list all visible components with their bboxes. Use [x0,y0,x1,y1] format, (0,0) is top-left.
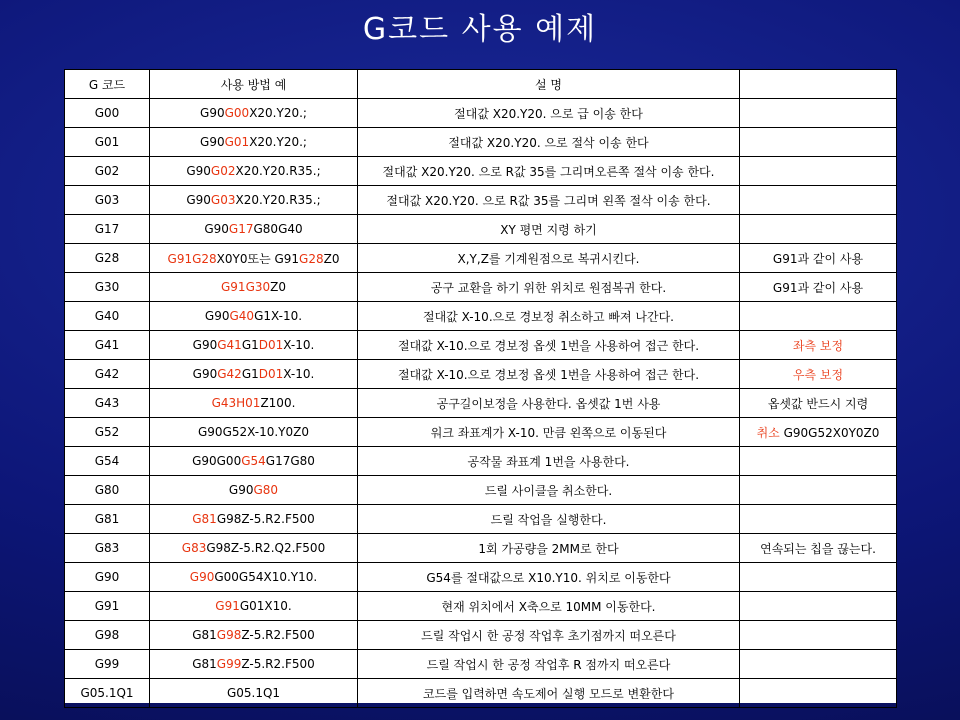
highlighted-code: 좌측 보정 [792,338,844,353]
highlighted-code: G83 [181,541,207,555]
note-cell [740,128,897,157]
description-cell: 절대값 X20.Y20. 으로 절삭 이송 한다 [358,128,740,157]
gcode-cell: G05.1Q1 [65,679,150,708]
code-text: G01X10. [239,599,292,613]
usage-example-cell [150,99,358,128]
highlighted-code: G42 [217,367,242,381]
description-cell: 드릴 작업시 한 공정 작업후 R 점까지 떠오른다 [358,650,740,679]
table-row [65,418,897,447]
note-cell [740,302,897,331]
code-text: G90 [186,164,211,178]
highlighted-code: 우측 보정 [792,367,844,382]
table-row [65,505,897,534]
highlighted-code: G99 [216,657,242,671]
table-row [65,186,897,215]
description-cell: 절대값 X20.Y20. 으로 R값 35를 그리며오른쪽 절삭 이송 한다. [358,157,740,186]
gcode-cell: G43 [65,389,150,418]
note-cell [740,679,897,708]
note-cell [740,157,897,186]
code-text: G90 [204,309,230,323]
gcode-table-container [64,69,896,703]
description-cell: 드릴 작업을 실행한다. [358,505,740,534]
usage-example-cell [150,418,358,447]
table-row [65,128,897,157]
code-text: G91과 같이 사용 [772,280,864,295]
description-cell: 워크 좌표계가 X-10. 만큼 왼쪽으로 이동된다 [358,418,740,447]
highlighted-code: G91G30 [221,280,271,294]
code-text: G90 [192,338,218,352]
usage-example-cell [150,563,358,592]
usage-example-cell [150,244,358,273]
code-text: G1 [241,367,259,381]
usage-example-cell [150,128,358,157]
description-cell: 1회 가공량을 2MM로 한다 [358,534,740,563]
description-cell: 드릴 사이클을 취소한다. [358,476,740,505]
code-text: G90 [186,193,211,207]
usage-example-cell [150,679,358,708]
code-text: G90G00 [192,454,242,468]
gcode-cell: G52 [65,418,150,447]
code-text: G90G52X-10.Y0Z0 [198,425,309,439]
usage-example-cell [150,302,358,331]
gcode-cell: G17 [65,215,150,244]
gcode-cell: G02 [65,157,150,186]
usage-example-cell [150,215,358,244]
code-text: X20.Y20.R35.; [235,193,321,207]
page-title: G코드 사용 예제 [362,12,598,47]
table-row [65,447,897,476]
highlighted-code: G41 [217,338,242,352]
note-cell [740,99,897,128]
description-cell: 공구길이보정을 사용한다. 옵셋값 1번 사용 [358,389,740,418]
note-cell [740,505,897,534]
note-cell [740,476,897,505]
highlighted-code: G90 [189,570,215,584]
code-text: G98Z-5.R2.Q2.F500 [206,541,326,555]
code-text: G05.1Q1 [226,686,281,700]
gcode-cell: G03 [65,186,150,215]
code-text: X20.Y20.R35.; [235,164,321,178]
code-text: G98Z-5.R2.F500 [216,512,315,526]
note-cell [740,621,897,650]
usage-example-cell [150,650,358,679]
note-cell [740,592,897,621]
code-text: Z-5.R2.F500 [241,628,315,642]
note-cell [740,389,897,418]
note-cell [740,360,897,389]
code-text: 연속되는 칩을 끊는다. [760,541,876,556]
gcode-cell: G30 [65,273,150,302]
highlighted-code: G91 [215,599,240,613]
table-row [65,389,897,418]
usage-example-cell [150,447,358,476]
code-text: Z0 [270,280,286,294]
highlighted-code: G40 [229,309,255,323]
gcode-cell: G98 [65,621,150,650]
description-cell: 절대값 X-10.으로 경보정 옵셋 1번을 사용하여 접근 한다. [358,360,740,389]
highlighted-code: G81 [192,512,217,526]
gcode-cell: G41 [65,331,150,360]
highlighted-code: G01 [224,135,250,149]
code-text: G1X-10. [254,309,303,323]
description-cell: 공구 교환을 하기 위한 위치로 원점복귀 한다. [358,273,740,302]
code-text: G90 [200,135,225,149]
usage-example-cell [150,621,358,650]
note-cell [740,563,897,592]
gcode-cell: G42 [65,360,150,389]
highlighted-code: G03 [210,193,236,207]
code-text: G81 [192,657,217,671]
gcode-cell: G81 [65,505,150,534]
highlighted-code: G17 [228,222,254,236]
code-text: G81 [192,628,217,642]
code-text: 옵셋값 반드시 지령 [767,396,869,411]
table-row [65,592,897,621]
highlighted-code: G28 [299,251,324,266]
note-cell [740,534,897,563]
highlighted-code: G43H01 [211,396,261,410]
code-text: X20.Y20.; [249,135,307,149]
usage-example-cell [150,273,358,302]
usage-example-cell [150,476,358,505]
description-cell: 절대값 X20.Y20. 으로 R값 35를 그리며 왼쪽 절삭 이송 한다. [358,186,740,215]
gcode-cell: G83 [65,534,150,563]
gcode-table [64,69,897,708]
description-cell: 드릴 작업시 한 공정 작업후 초기점까지 떠오른다 [358,621,740,650]
usage-example-cell [150,389,358,418]
code-text: X20.Y20.; [249,106,307,120]
code-text: G90 [192,367,218,381]
description-cell: X,Y,Z를 기계원점으로 복귀시킨다. [358,244,740,273]
usage-example-cell [150,505,358,534]
header-usage: 사용 방법 예 [150,70,358,99]
description-cell: 절대값 X20.Y20. 으로 급 이송 한다 [358,99,740,128]
gcode-cell: G99 [65,650,150,679]
code-text: G17G80 [265,454,315,468]
header-code: G 코드 [65,70,150,99]
gcode-cell: G54 [65,447,150,476]
table-row [65,302,897,331]
usage-example-cell [150,186,358,215]
description-cell: 절대값 X-10.으로 경보정 옵셋 1번을 사용하여 접근 한다. [358,331,740,360]
highlighted-code: D01 [258,338,284,352]
header-description: 설 명 [358,70,740,99]
usage-example-cell [150,331,358,360]
table-row [65,273,897,302]
note-cell [740,186,897,215]
code-text: G1 [241,338,259,352]
highlighted-code: G98 [216,628,242,642]
highlighted-code: G00 [224,106,250,120]
code-text: G90G52X0Y0Z0 [779,425,880,440]
description-cell: 현재 위치에서 X축으로 10MM 이동한다. [358,592,740,621]
table-row [65,476,897,505]
code-text: X0Y0또는 G91 [216,251,300,266]
code-text: Z0 [323,251,340,266]
gcode-cell: G01 [65,128,150,157]
description-cell: 공작물 좌표계 1번을 사용한다. [358,447,740,476]
gcode-cell: G40 [65,302,150,331]
table-body [65,99,897,708]
usage-example-cell [150,360,358,389]
note-cell [740,244,897,273]
table-row [65,99,897,128]
code-text: G90 [228,483,254,497]
highlighted-code: D01 [258,367,284,381]
code-text: Z100. [260,396,296,410]
code-text: G90 [200,106,225,120]
usage-example-cell [150,157,358,186]
note-cell [740,215,897,244]
table-row [65,534,897,563]
highlighted-code: G02 [210,164,236,178]
gcode-cell: G28 [65,244,150,273]
usage-example-cell [150,534,358,563]
note-cell [740,650,897,679]
highlighted-code: G80 [253,483,279,497]
table-row [65,360,897,389]
code-text: G90 [204,222,229,236]
table-row [65,679,897,708]
usage-example-cell [150,592,358,621]
code-text: Z-5.R2.F500 [241,657,315,671]
note-cell [740,447,897,476]
header-note [740,70,897,99]
description-cell: 코드를 입력하면 속도제어 실행 모드로 변환한다 [358,679,740,708]
highlighted-code: 취소 [756,425,780,440]
description-cell: G54를 절대값으로 X10.Y10. 위치로 이동한다 [358,563,740,592]
note-cell [740,331,897,360]
highlighted-code: G91G28 [167,251,217,266]
table-row [65,244,897,273]
table-row [65,650,897,679]
note-cell [740,273,897,302]
description-cell: XY 평면 지령 하기 [358,215,740,244]
code-text: X-10. [283,338,315,352]
note-cell [740,418,897,447]
code-text: G00G54X10.Y10. [214,570,318,584]
table-header-row [65,70,897,99]
table-row [65,621,897,650]
gcode-cell: G90 [65,563,150,592]
highlighted-code: G54 [241,454,266,468]
table-row [65,215,897,244]
code-text: X-10. [283,367,315,381]
table-row [65,563,897,592]
table-row [65,157,897,186]
code-text: G91과 같이 사용 [772,251,864,266]
gcode-cell: G91 [65,592,150,621]
code-text: G80G40 [253,222,303,236]
description-cell: 절대값 X-10.으로 경보정 취소하고 빠져 나간다. [358,302,740,331]
table-row [65,331,897,360]
gcode-cell: G00 [65,99,150,128]
gcode-cell: G80 [65,476,150,505]
